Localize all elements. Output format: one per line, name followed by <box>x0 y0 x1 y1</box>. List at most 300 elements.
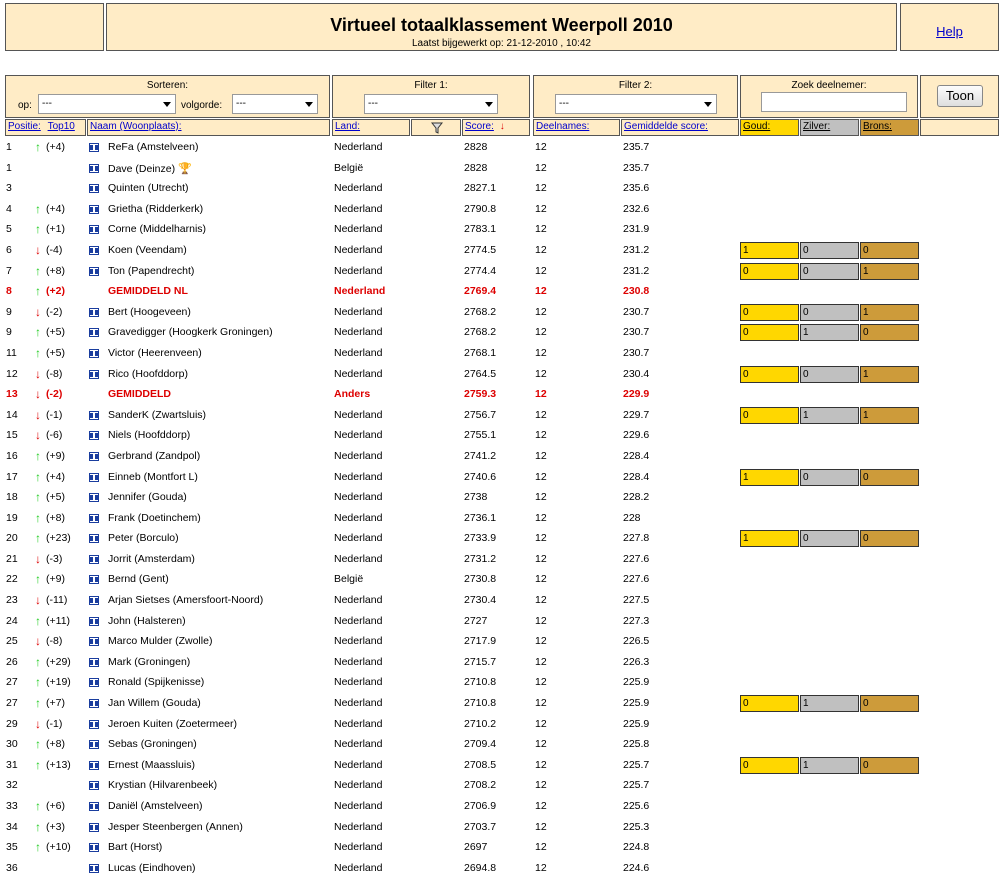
name-cell <box>108 162 192 175</box>
sort-score-link[interactable]: Score: <box>465 121 494 132</box>
participant-name: GEMIDDELD NL <box>108 285 188 298</box>
table-row <box>0 281 1004 302</box>
bronze-count: 0 <box>860 324 919 341</box>
score-cell: 2717.9 <box>464 635 497 648</box>
col-silver-header <box>800 119 859 136</box>
country-cell: Nederland <box>334 594 383 607</box>
score-cell: 2733.9 <box>464 532 497 545</box>
name-cell <box>108 594 263 606</box>
country-cell: Nederland <box>334 285 386 298</box>
name-cell <box>108 635 212 647</box>
filter1-label: Filter 1: <box>414 80 448 91</box>
entries-cell: 12 <box>535 305 547 318</box>
bronze-count: 0 <box>860 757 919 774</box>
avg-score-cell: 230.7 <box>623 346 650 359</box>
participant-flag-icon[interactable] <box>89 143 99 152</box>
col-filter-header <box>411 119 461 136</box>
position-cell: 26 <box>6 655 18 668</box>
bronze-count: 0 <box>860 695 919 712</box>
participant-name[interactable]: ReFa (Amstelveen) <box>108 141 199 153</box>
score-cell: 2730.8 <box>464 573 497 586</box>
country-cell: Nederland <box>334 202 383 215</box>
sort-name-link[interactable]: Naam (Woonplaats): <box>90 121 182 132</box>
col-extra-header <box>920 119 999 136</box>
entries-cell: 12 <box>535 552 547 565</box>
last-updated-text: Laatst bijgewerkt op: 21-12-2010 , 10:42 <box>411 38 591 49</box>
participant-flag-icon[interactable] <box>89 184 99 193</box>
name-cell <box>108 182 189 194</box>
participant-flag-icon[interactable] <box>89 534 99 543</box>
participant-name[interactable]: Jorrit (Amsterdam) <box>108 552 195 565</box>
name-cell <box>108 862 196 874</box>
score-cell: 2828 <box>464 141 488 153</box>
participant-flag-icon[interactable] <box>89 473 99 482</box>
name-cell <box>108 429 190 441</box>
participant-name[interactable]: Arjan Sietses (Amersfoort-Noord) <box>108 594 264 607</box>
table-row <box>0 693 1004 714</box>
sort-avg-link[interactable]: Gemiddelde score: <box>624 121 708 132</box>
table-row <box>0 672 1004 693</box>
arrow-up-icon: ↑ <box>35 140 41 154</box>
country-cell: België <box>334 573 364 586</box>
silver-count: 1 <box>800 695 859 712</box>
order-select[interactable]: --- <box>232 94 318 114</box>
participant-flag-icon[interactable] <box>89 267 99 276</box>
participant-name[interactable]: Grietha (Ridderkerk) <box>108 202 204 215</box>
sort-title: Sorteren: <box>146 80 189 91</box>
country-cell: Nederland <box>334 182 383 195</box>
table-row <box>0 446 1004 467</box>
participant-name[interactable]: Gerbrand (Zandpol) <box>108 449 201 462</box>
position-cell: 30 <box>6 738 18 751</box>
participant-name[interactable]: Jesper Steenbergen (Annen) <box>108 820 243 833</box>
entries-cell: 12 <box>535 820 547 833</box>
participant-flag-icon[interactable] <box>89 555 99 564</box>
table-row <box>0 652 1004 673</box>
rank-change-cell: (-8) <box>46 635 63 648</box>
score-cell: 2710.8 <box>464 676 497 689</box>
participant-flag-icon[interactable] <box>89 617 99 626</box>
participant-name[interactable]: Gravedigger (Hoogkerk Groningen) <box>108 326 273 339</box>
rank-change-cell: (+7) <box>46 697 65 710</box>
participant-flag-icon[interactable] <box>89 678 99 687</box>
country-cell: Nederland <box>334 738 383 751</box>
participant-name[interactable]: Ton (Papendrecht) <box>108 264 195 277</box>
arrow-up-icon: ↑ <box>35 737 41 752</box>
country-cell: Nederland <box>334 429 383 442</box>
score-cell: 2708.5 <box>464 758 497 771</box>
participant-name[interactable]: Niels (Hoofddorp) <box>108 429 191 442</box>
arrow-up-icon: ↑ <box>35 840 41 855</box>
table-row <box>0 755 1004 776</box>
arrow-up-icon: ↑ <box>35 490 41 505</box>
name-cell <box>108 347 202 359</box>
entries-cell: 12 <box>535 346 547 359</box>
country-cell: Nederland <box>334 861 383 874</box>
participant-flag-icon[interactable] <box>89 452 99 461</box>
help-link[interactable]: Help <box>936 24 963 39</box>
sort-silver-link[interactable]: Zilver: <box>803 121 831 132</box>
score-cell: 2774.4 <box>464 264 497 277</box>
participant-name[interactable]: SanderK (Zwartsluis) <box>108 408 207 421</box>
participant-name[interactable]: Rico (Hoofddorp) <box>108 367 188 380</box>
score-cell: 2710.2 <box>464 717 497 730</box>
arrow-down-icon: ↓ <box>35 428 41 443</box>
arrow-down-icon: ↓ <box>35 593 41 608</box>
rank-change-cell: (+8) <box>46 264 65 277</box>
position-cell: 3 <box>6 182 12 195</box>
arrow-up-icon: ↑ <box>35 819 41 834</box>
silver-count: 0 <box>800 530 859 547</box>
filter1-select[interactable]: --- <box>364 94 498 114</box>
avg-score-cell: 228.4 <box>623 470 650 483</box>
avg-score-cell: 235.7 <box>623 141 650 153</box>
entries-cell: 12 <box>535 738 547 751</box>
participant-flag-icon[interactable] <box>89 802 99 811</box>
arrow-down-icon: ↓ <box>35 716 41 731</box>
rank-change-cell: (-8) <box>46 367 63 380</box>
ranking-table <box>0 137 1004 878</box>
table-row <box>0 837 1004 858</box>
gold-count: 1 <box>740 469 799 486</box>
participant-flag-icon[interactable] <box>89 370 99 379</box>
bronze-count: 1 <box>860 407 919 424</box>
table-row <box>0 343 1004 364</box>
entries-cell: 12 <box>535 511 547 524</box>
table-row <box>0 817 1004 838</box>
participant-name[interactable]: Bernd (Gent) <box>108 573 169 586</box>
position-cell: 33 <box>6 800 18 812</box>
rank-change-cell: (+5) <box>46 326 65 339</box>
participant-flag-icon[interactable] <box>89 308 99 317</box>
entries-cell: 12 <box>535 491 547 504</box>
participant-flag-icon[interactable] <box>89 761 99 770</box>
country-cell: Nederland <box>334 841 383 854</box>
score-cell: 2764.5 <box>464 367 497 380</box>
trophy-icon: 🏆 <box>178 162 192 175</box>
score-cell: 2708.2 <box>464 779 497 792</box>
entries-cell: 12 <box>535 573 547 586</box>
avg-score-cell: 224.8 <box>623 841 650 854</box>
score-cell: 2756.7 <box>464 408 497 421</box>
score-cell: 2769.4 <box>464 285 497 298</box>
participant-name[interactable]: Koen (Veendam) <box>108 243 187 256</box>
table-row <box>0 487 1004 508</box>
arrow-up-icon: ↑ <box>35 675 41 690</box>
table-row <box>0 178 1004 199</box>
col-gold-header <box>740 119 799 136</box>
chevron-down-icon <box>704 102 712 107</box>
avg-score-cell: 225.3 <box>623 820 650 833</box>
participant-name[interactable]: Einneb (Montfort L) <box>108 470 198 483</box>
country-cell: Nederland <box>334 511 383 524</box>
rank-change-cell: (+6) <box>46 800 65 812</box>
logo-panel <box>5 3 104 51</box>
participant-flag-icon[interactable] <box>89 823 99 832</box>
participant-flag-icon[interactable] <box>89 699 99 708</box>
participant-flag-icon[interactable] <box>89 843 99 852</box>
participant-flag-icon[interactable] <box>89 411 99 420</box>
participant-name[interactable]: Mark (Groningen) <box>108 655 191 668</box>
entries-cell: 12 <box>535 697 547 710</box>
avg-score-cell: 230.4 <box>623 367 650 380</box>
entries-cell: 12 <box>535 388 547 401</box>
table-row <box>0 364 1004 385</box>
table-row <box>0 775 1004 796</box>
sort-entries-link[interactable]: Deelnames: <box>536 121 590 132</box>
position-cell: 29 <box>6 717 18 730</box>
score-cell: 2827.1 <box>464 182 497 195</box>
name-cell <box>108 697 201 709</box>
country-cell: Nederland <box>334 717 383 730</box>
rank-change-cell: (-6) <box>46 429 63 442</box>
avg-score-cell: 228.4 <box>623 449 650 462</box>
show-button[interactable]: Toon <box>937 85 983 107</box>
title-panel <box>106 3 897 51</box>
score-cell: 2710.8 <box>464 697 497 710</box>
participant-flag-icon[interactable] <box>89 164 99 173</box>
avg-score-cell: 231.2 <box>623 243 650 256</box>
sort-by-label: op: <box>18 100 32 111</box>
col-name-header <box>87 119 330 136</box>
gold-count: 0 <box>740 304 799 321</box>
show-panel <box>920 75 999 118</box>
name-cell <box>108 821 243 833</box>
table-row <box>0 199 1004 220</box>
filter-funnel-icon[interactable] <box>431 122 443 134</box>
col-avg-header <box>621 119 739 136</box>
participant-flag-icon[interactable] <box>89 864 99 873</box>
position-cell: 17 <box>6 470 18 483</box>
participant-name[interactable]: Jan Willem (Gouda) <box>108 697 201 710</box>
participant-flag-icon[interactable] <box>89 514 99 523</box>
avg-score-cell: 225.9 <box>623 676 650 689</box>
entries-cell: 12 <box>535 223 547 236</box>
position-cell: 15 <box>6 429 18 442</box>
participant-name[interactable]: Jennifer (Gouda) <box>108 491 187 504</box>
gold-count: 0 <box>740 324 799 341</box>
participant-name[interactable]: Jeroen Kuiten (Zoetermeer) <box>108 717 237 730</box>
avg-score-cell: 235.6 <box>623 182 650 195</box>
name-cell <box>108 759 195 771</box>
position-cell: 13 <box>6 388 18 401</box>
arrow-up-icon: ↑ <box>35 696 41 711</box>
entries-cell: 12 <box>535 449 547 462</box>
table-row <box>0 714 1004 735</box>
participant-name[interactable]: Krystian (Hilvarenbeek) <box>108 779 218 792</box>
participant-flag-icon[interactable] <box>89 431 99 440</box>
name-cell <box>108 738 197 750</box>
arrow-down-icon: ↓ <box>35 387 41 402</box>
arrow-down-icon: ↓ <box>35 304 41 319</box>
avg-score-cell: 227.6 <box>623 552 650 565</box>
search-input[interactable] <box>761 92 907 112</box>
avg-score-cell: 225.9 <box>623 717 650 730</box>
position-cell: 9 <box>6 305 12 318</box>
position-cell: 20 <box>6 532 18 545</box>
participant-flag-icon[interactable] <box>89 720 99 729</box>
name-cell <box>108 676 204 688</box>
rank-change-cell: (+4) <box>46 470 65 483</box>
participant-name[interactable]: Bert (Hoogeveen) <box>108 305 191 318</box>
avg-score-cell: 235.7 <box>623 161 650 174</box>
participant-flag-icon[interactable] <box>89 246 99 255</box>
country-cell: Nederland <box>334 820 383 833</box>
silver-count: 0 <box>800 304 859 321</box>
participant-name[interactable]: Ronald (Spijkenisse) <box>108 676 205 689</box>
participant-flag-icon[interactable] <box>89 225 99 234</box>
position-cell: 5 <box>6 223 12 236</box>
entries-cell: 12 <box>535 861 547 874</box>
entries-cell: 12 <box>535 408 547 421</box>
avg-score-cell: 227.8 <box>623 532 650 545</box>
avg-score-cell: 229.9 <box>623 388 650 401</box>
participant-name[interactable]: Ernest (Maassluis) <box>108 758 195 771</box>
sort-panel <box>5 75 330 118</box>
country-cell: Nederland <box>334 408 383 421</box>
avg-score-cell: 229.6 <box>623 429 650 442</box>
participant-name[interactable]: Marco Mulder (Zwolle) <box>108 635 213 648</box>
participant-flag-icon[interactable] <box>89 781 99 790</box>
filter2-label: Filter 2: <box>618 80 653 91</box>
table-row <box>0 528 1004 549</box>
country-cell: Nederland <box>334 676 383 689</box>
rank-change-cell: (+9) <box>46 573 65 586</box>
participant-name[interactable]: Daniël (Amstelveen) <box>108 800 203 812</box>
name-cell <box>108 203 203 215</box>
participant-name[interactable]: Corne (Middelharnis) <box>108 223 207 236</box>
table-row <box>0 590 1004 611</box>
table-row <box>0 796 1004 817</box>
participant-flag-icon[interactable] <box>89 349 99 358</box>
country-cell: Nederland <box>334 552 383 565</box>
sort-position-link[interactable]: Positie: <box>8 121 41 132</box>
position-cell: 18 <box>6 491 18 504</box>
name-cell <box>108 368 188 380</box>
name-cell <box>108 512 201 524</box>
avg-score-cell: 230.7 <box>623 305 650 318</box>
country-cell: Nederland <box>334 223 383 236</box>
chevron-down-icon <box>163 102 171 107</box>
entries-cell: 12 <box>535 243 547 256</box>
sort-gold-link[interactable]: Goud: <box>743 121 771 132</box>
score-cell: 2768.2 <box>464 326 497 339</box>
silver-count: 1 <box>800 757 859 774</box>
country-cell: Nederland <box>334 800 383 812</box>
chevron-down-icon <box>485 102 493 107</box>
sort-by-select[interactable]: --- <box>38 94 176 114</box>
participant-flag-icon[interactable] <box>89 575 99 584</box>
country-cell: Nederland <box>334 635 383 648</box>
rank-change-cell: (+3) <box>46 820 65 833</box>
avg-score-cell: 230.7 <box>623 326 650 339</box>
arrow-down-icon: ↓ <box>35 242 41 257</box>
entries-cell: 12 <box>535 161 547 174</box>
sort-country-link[interactable]: Land: <box>335 121 361 132</box>
participant-name[interactable]: Sebas (Groningen) <box>108 738 197 751</box>
rank-change-cell: (+4) <box>46 202 65 215</box>
country-cell: België <box>334 161 364 174</box>
position-cell: 21 <box>6 552 18 565</box>
table-row <box>0 508 1004 529</box>
rank-change-cell: (-4) <box>46 243 63 256</box>
entries-cell: 12 <box>535 594 547 607</box>
entries-cell: 12 <box>535 264 547 277</box>
sort-top10-link[interactable]: Top10 <box>47 121 75 132</box>
entries-cell: 12 <box>535 367 547 380</box>
participant-name[interactable]: Dave (Deinze) <box>108 162 176 175</box>
participant-flag-icon[interactable] <box>89 596 99 605</box>
sort-bronze-link[interactable]: Brons: <box>863 121 892 132</box>
table-row <box>0 405 1004 426</box>
participant-name[interactable]: Frank (Doetinchem) <box>108 511 201 524</box>
score-cell: 2703.7 <box>464 820 497 833</box>
score-cell: 2706.9 <box>464 800 497 812</box>
score-cell: 2736.1 <box>464 511 497 524</box>
avg-score-cell: 226.5 <box>623 635 650 648</box>
position-cell: 35 <box>6 841 18 854</box>
participant-name[interactable]: Lucas (Eindhoven) <box>108 861 196 874</box>
participant-name[interactable]: Quinten (Utrecht) <box>108 182 189 195</box>
silver-count: 1 <box>800 324 859 341</box>
entries-cell: 12 <box>535 532 547 545</box>
filter2-select[interactable]: --- <box>555 94 717 114</box>
bronze-count: 0 <box>860 469 919 486</box>
entries-cell: 12 <box>535 285 547 298</box>
participant-name[interactable]: Victor (Heerenveen) <box>108 346 202 359</box>
table-row <box>0 734 1004 755</box>
table-row <box>0 611 1004 632</box>
arrow-up-icon: ↑ <box>35 345 41 360</box>
country-cell: Nederland <box>334 491 383 504</box>
participant-flag-icon[interactable] <box>89 658 99 667</box>
filter1-panel <box>332 75 530 118</box>
score-cell: 2738 <box>464 491 488 504</box>
participant-flag-icon[interactable] <box>89 637 99 646</box>
entries-cell: 12 <box>535 141 547 153</box>
help-panel <box>900 3 999 51</box>
rank-change-cell: (-1) <box>46 717 63 730</box>
gold-count: 1 <box>740 530 799 547</box>
score-cell: 2697 <box>464 841 488 854</box>
rank-change-cell: (+2) <box>46 285 65 298</box>
entries-cell: 12 <box>535 800 547 812</box>
entries-cell: 12 <box>535 614 547 627</box>
participant-flag-icon[interactable] <box>89 493 99 502</box>
entries-cell: 12 <box>535 470 547 483</box>
bronze-count: 1 <box>860 366 919 383</box>
participant-name[interactable]: Bart (Horst) <box>108 841 163 854</box>
entries-cell: 12 <box>535 841 547 854</box>
participant-name[interactable]: John (Halsteren) <box>108 614 186 627</box>
avg-score-cell: 227.3 <box>623 614 650 627</box>
participant-flag-icon[interactable] <box>89 740 99 749</box>
entries-cell: 12 <box>535 429 547 442</box>
participant-flag-icon[interactable] <box>89 205 99 214</box>
position-cell: 34 <box>6 820 18 833</box>
participant-flag-icon[interactable] <box>89 328 99 337</box>
name-cell <box>108 656 190 668</box>
position-cell: 36 <box>6 861 18 874</box>
rank-change-cell: (+9) <box>46 449 65 462</box>
arrow-up-icon: ↑ <box>35 613 41 628</box>
position-cell: 11 <box>6 346 17 359</box>
name-cell <box>108 388 171 400</box>
country-cell: Nederland <box>334 367 383 380</box>
participant-name[interactable]: Peter (Borculo) <box>108 532 179 545</box>
entries-cell: 12 <box>535 202 547 215</box>
entries-cell: 12 <box>535 655 547 668</box>
